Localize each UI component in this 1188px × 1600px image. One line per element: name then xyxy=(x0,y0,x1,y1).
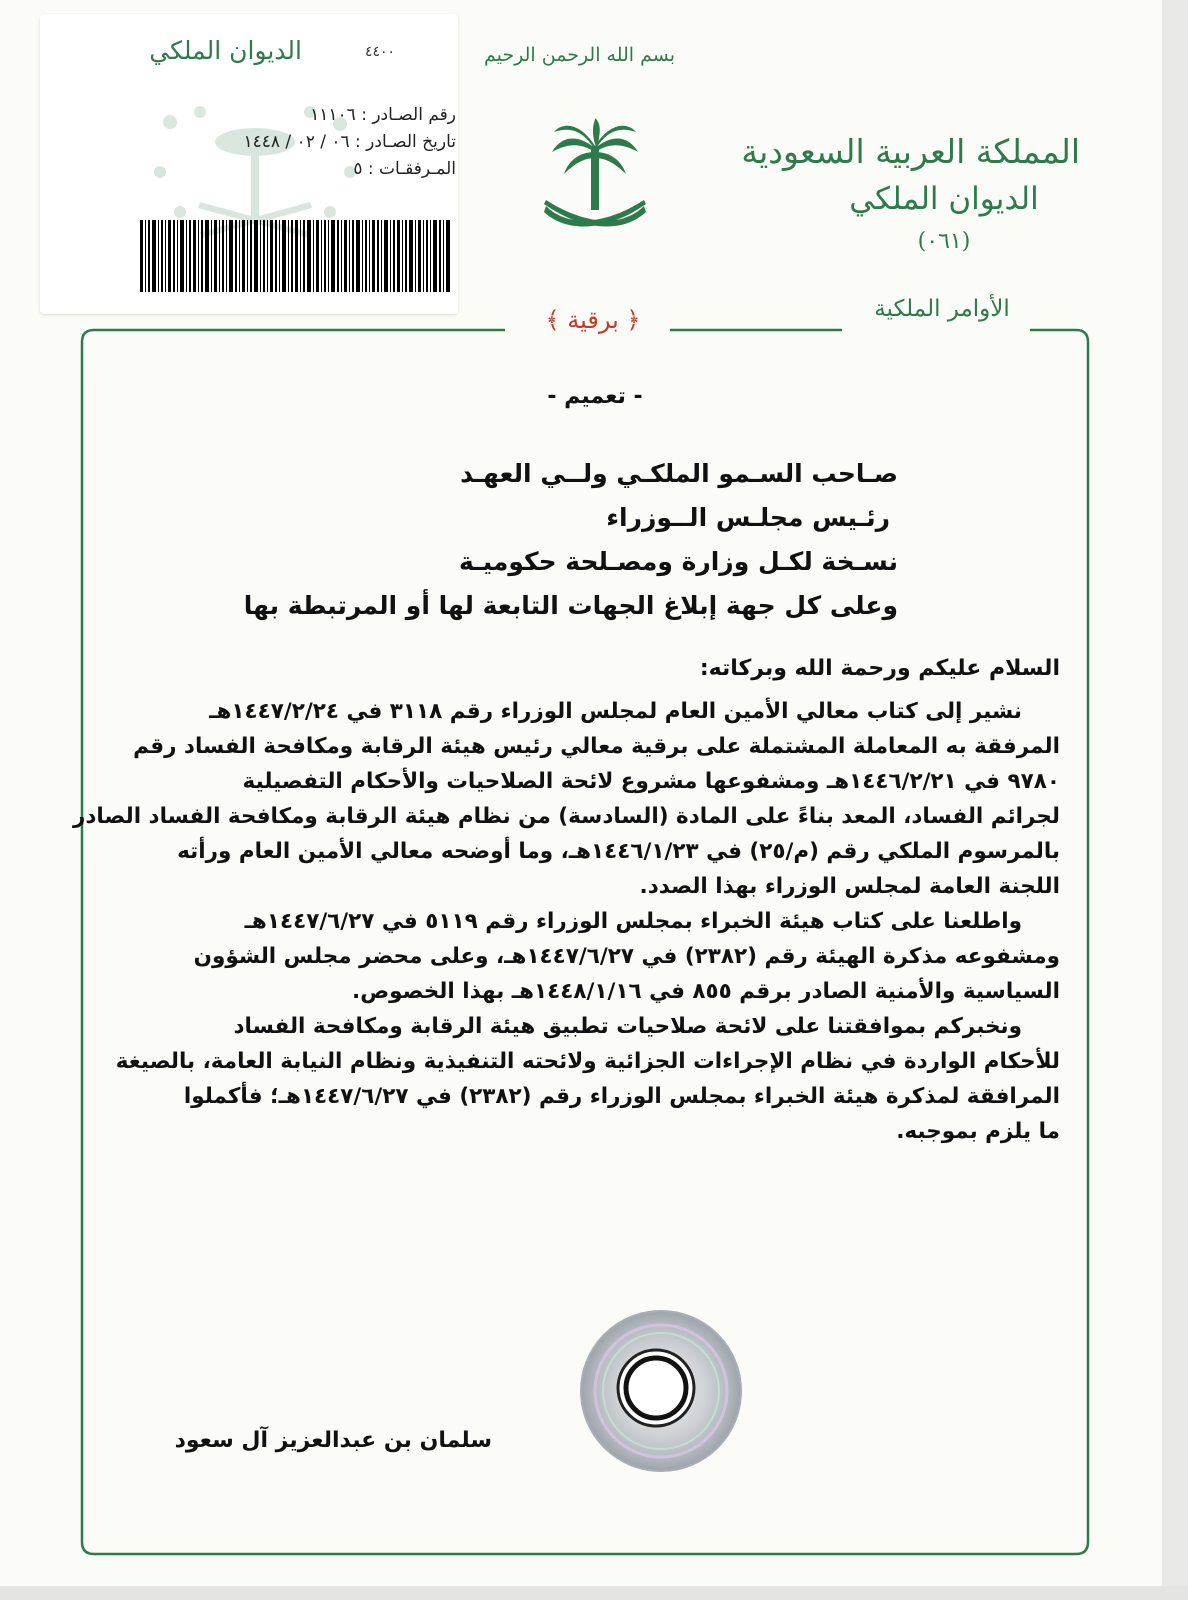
telegram-label: ﴿ برقية ﴾ xyxy=(545,306,641,334)
letter-body xyxy=(72,694,1060,1149)
hologram-seal-icon xyxy=(578,1308,744,1474)
page-edge xyxy=(0,1586,1188,1600)
body-line: للأحكام الواردة في نظام الإجراءات الجزائية ولائحته التنفيذية ونظام النيابة العامة، بالصيغة xyxy=(115,1049,1060,1074)
body-line: واطلعنا على كتاب هيئة الخبراء بمجلس الوزراء رقم ٥١١٩ في ١٤٤٧/٦/٢٧هـ xyxy=(244,909,1022,934)
addressee-line: رئـيس مجلـس الــوزراء xyxy=(606,503,890,532)
letterhead xyxy=(741,128,1080,262)
issue-number: رقم الصـادر : ١١١٠٦ xyxy=(310,105,456,125)
issue-date: تاريخ الصـادر : ٠٦ / ٠٢ / ١٤٤٨ xyxy=(243,132,456,152)
addressee-line: نسـخة لكـل وزارة ومصـلحة حكوميـة xyxy=(458,547,898,576)
body-line: المرفقة به المعاملة المشتملة على برقية معالي رئيس هيئة الرقابة ومكافحة الفساد رقم xyxy=(133,734,1060,759)
addressee-line: صـاحب السـمو الملكـي ولــي العهـد xyxy=(460,459,898,488)
body-line: بالمرسوم الملكي رقم (م/٢٥) في ١٤٤٦/١/٢٣هـ، وما أوضحه معالي الأمين العام ورأته xyxy=(177,839,1060,864)
page-edge xyxy=(1162,0,1188,1600)
sticker-details xyxy=(136,102,456,183)
body-line: المرافقة لمذكرة هيئة الخبراء بمجلس الوزراء رقم (٢٣٨٢) في ١٤٤٧/٦/٢٧هـ؛ فأكملوا xyxy=(183,1084,1060,1109)
salutation: السلام عليكم ورحمة الله وبركاته: xyxy=(699,656,1060,681)
body-line: ما يلزم بموجبه. xyxy=(896,1119,1060,1144)
body-line: السياسية والأمنية الصادر برقم ٨٥٥ في ١٤٤٨/١/١٦هـ بهذا الخصوص. xyxy=(352,979,1060,1004)
body-line: ومشفوعه مذكرة الهيئة رقم (٢٣٨٢) في ١٤٤٧/٦/٢٧هـ، وعلى محضر مجلس الشؤون xyxy=(193,944,1060,969)
attachments-count: المـرفقـات : ٥ xyxy=(353,159,456,179)
signature-name: سلمان بن عبدالعزيز آل سعود xyxy=(174,1428,492,1453)
basmala: بسم الله الرحمن الرحيم xyxy=(484,44,675,66)
sticker-serial-number: ٤٤٠٠ xyxy=(365,44,396,60)
addressee-block xyxy=(243,452,898,628)
circular-title: - تعميم - xyxy=(547,384,643,409)
royal-orders-label: الأوامر الملكية xyxy=(874,296,1010,322)
body-line: نشير إلى كتاب معالي الأمين العام لمجلس الوزراء رقم ٣١١٨ في ١٤٤٧/٢/٢٤هـ xyxy=(209,699,1022,724)
addressee-line: وعلى كل جهة إبلاغ الجهات التابعة لها أو المرتبطة بها xyxy=(243,591,898,620)
court-code: (٠٦١) xyxy=(917,229,971,254)
kingdom-name: المملكة العربية السعودية xyxy=(741,132,1080,171)
body-line: اللجنة العامة لمجلس الوزراء بهذا الصدد. xyxy=(639,874,1060,899)
sticker-court-name: الديوان الملكي xyxy=(149,36,302,65)
issue-sticker xyxy=(40,14,458,314)
body-line: لجرائم الفساد، المعد بناءً على المادة (السادسة) من نظام هيئة الرقابة ومكافحة الفساد الصادر xyxy=(72,804,1060,829)
barcode-icon xyxy=(140,220,450,292)
body-line: ٩٧٨٠ في ١٤٤٦/٢/٢١هـ ومشفوعها مشروع لائحة الصلاحيات والأحكام التفصيلية xyxy=(242,769,1060,794)
body-line: ونخبركم بموافقتنا على لائحة صلاحيات تطبيق هيئة الرقابة ومكافحة الفساد xyxy=(233,1014,1022,1039)
court-name: الديوان الملكي xyxy=(849,181,1039,217)
palm-swords-emblem-icon xyxy=(540,118,650,240)
